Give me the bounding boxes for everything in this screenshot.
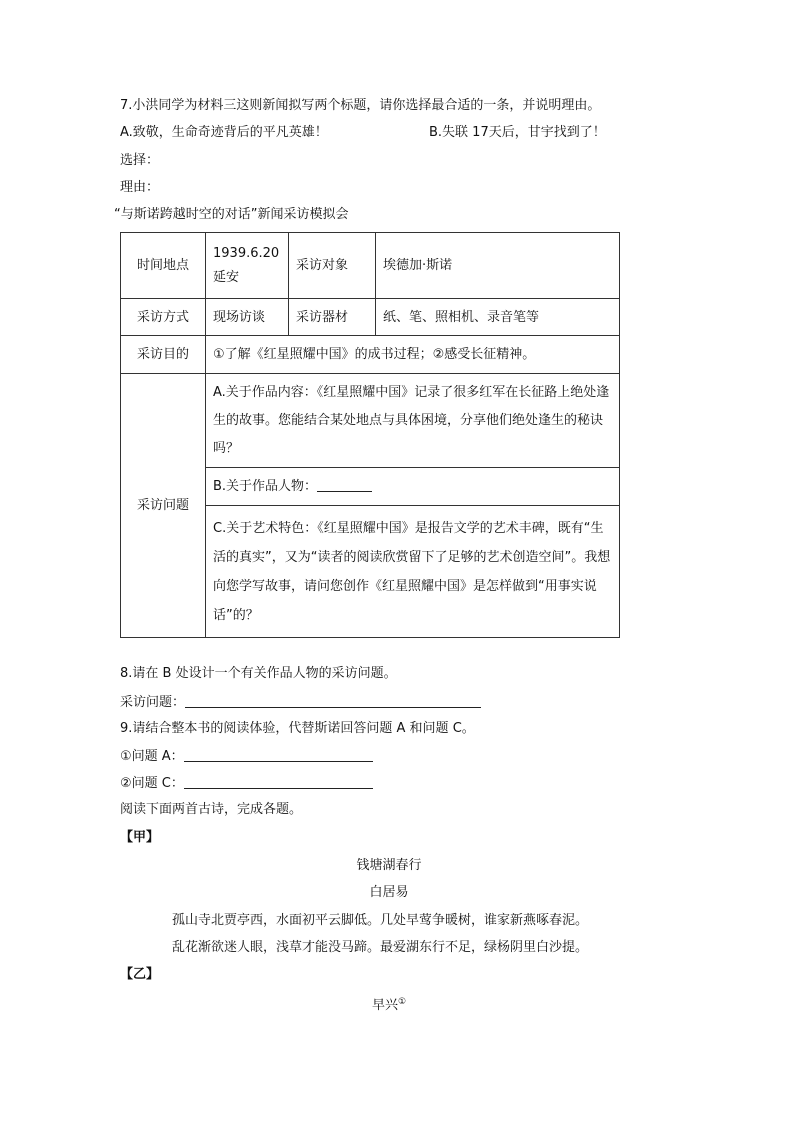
q7-stem: 7.小洪同学为材料三这则新闻拟写两个标题，请你选择最合适的一条，并说明理由。 [120, 98, 601, 113]
method-label: 采访方式 [121, 299, 206, 336]
q7-option-b: B.失联 17天后，甘宇找到了！ [429, 125, 606, 140]
q9-answer-c-row [120, 774, 373, 793]
q9-answer-a-blank [184, 747, 373, 762]
interview-table [120, 232, 620, 638]
q7-option-a: A.致敬，生命奇迹背后的平凡英雄！ [120, 125, 328, 140]
q7-reason-label: 理由： [120, 180, 160, 195]
purpose-label: 采访目的 [121, 336, 206, 374]
q9-answer-c-blank [184, 774, 373, 789]
question-c: C.关于艺术特色：《红星照耀中国》是报告文学的艺术丰碑，既有“生活的真实”，又为“读者的阅读欣赏留下了足够的艺术创造空间”。我想向您学写故事，请问您创作《红星照耀中国》是怎样做到“用事实说话”的？ [206, 506, 620, 638]
poem-yi-title: 早兴 [371, 998, 398, 1013]
question-b-blank [317, 477, 372, 492]
poems-instruction: 阅读下面两首古诗，完成各题。 [120, 802, 303, 817]
poem-yi-title-row [0, 993, 778, 1015]
q8-stem: 8.请在 B 处设计一个有关作品人物的采访问题。 [120, 666, 397, 681]
poem-yi-marker: 【乙】 [120, 967, 160, 982]
q8-answer-blank [185, 693, 481, 708]
interview-place: 延安 [213, 269, 240, 285]
q8-answer-label: 采访问题： [120, 695, 186, 710]
poem-jia-author: 白居易 [369, 885, 409, 900]
q9-answer-a-label: ①问题 A： [120, 749, 184, 764]
q8-answer-row [120, 693, 481, 712]
time-place-label: 时间地点 [121, 233, 206, 299]
time-place-value [206, 233, 289, 299]
question-b: B.关于作品人物： [213, 479, 318, 494]
table-row [121, 374, 620, 468]
poem-jia-line-1: 孤山寺北贾亭西，水面初平云脚低。几处早莺争暖树，谁家新燕啄春泥。 [172, 913, 589, 928]
table-row [121, 233, 620, 299]
q9-answer-c-label: ②问题 C： [120, 776, 184, 791]
equipment-value: 纸、笔、照相机、录音笔等 [376, 299, 620, 336]
questions-label: 采访问题 [121, 374, 206, 638]
poem-jia-title: 钱塘湖春行 [356, 858, 422, 873]
interviewee-label: 采访对象 [289, 233, 376, 299]
equipment-label: 采访器材 [289, 299, 376, 336]
method-value: 现场访谈 [206, 299, 289, 336]
q9-stem: 9.请结合整本书的阅读体验，代替斯诺回答问题 A 和问题 C。 [120, 721, 475, 736]
table-row [121, 299, 620, 336]
interviewee-value: 埃德加·斯诺 [376, 233, 620, 299]
q9-answer-a-row [120, 747, 373, 766]
question-a: A.关于作品内容：《红星照耀中国》记录了很多红军在长征路上绝处逢生的故事。您能结合某处地点与具体困境，分享他们绝处逢生的秘诀吗？ [206, 374, 620, 468]
interview-date: 1939.6.20 [213, 245, 280, 261]
table-row [121, 336, 620, 374]
purpose-value: ①了解《红星照耀中国》的成书过程；②感受长征精神。 [206, 336, 620, 374]
poem-jia-marker: 【甲】 [120, 830, 160, 845]
question-b-cell [206, 468, 620, 506]
activity-title: “与斯诺跨越时空的对话”新闻采访模拟会 [114, 207, 349, 222]
poem-jia-line-2: 乱花渐欲迷人眼，浅草才能没马蹄。最爱湖东行不足，绿杨阴里白沙提。 [172, 940, 589, 955]
poem-yi-note-marker: ① [397, 997, 407, 1007]
q7-choose-label: 选择： [120, 153, 160, 168]
